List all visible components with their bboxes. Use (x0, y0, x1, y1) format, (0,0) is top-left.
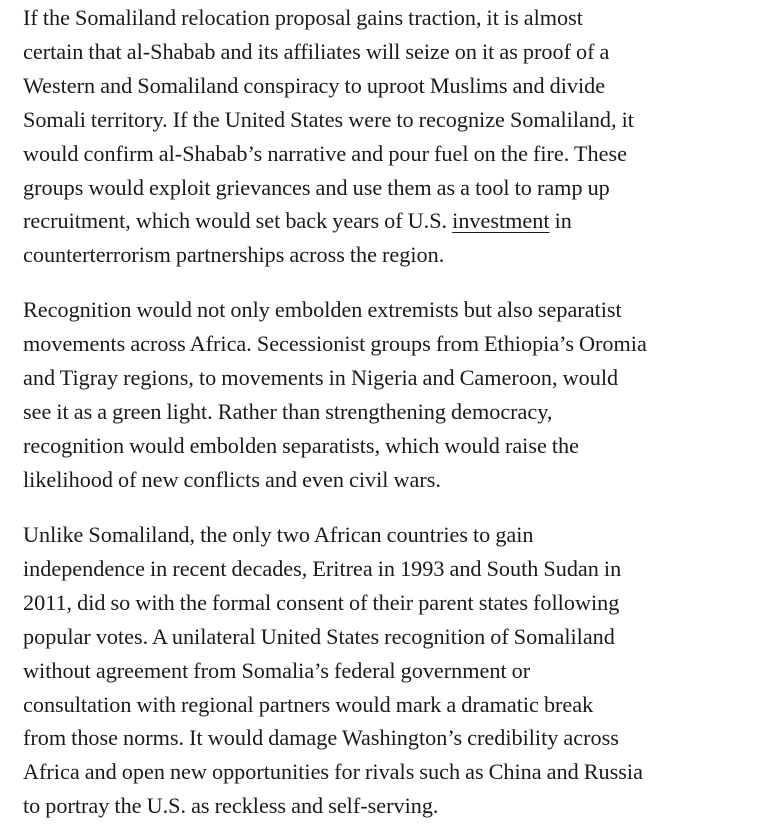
paragraph-line: to portray the U.S. as reckless and self-serving. (23, 793, 439, 819)
paragraph-line: Somali territory. If the United States were to recognize Somaliland, it (23, 106, 634, 132)
paragraph-line-with-link (23, 204, 768, 238)
paragraph-line: without agreement from Somalia’s federal government or (23, 657, 531, 683)
paragraph-line: movements across Africa. Secessionist groups from Ethiopia’s Oromia (23, 330, 647, 356)
paragraph-line: counterterrorism partnerships across the region. (23, 242, 445, 268)
paragraph-line: certain that al-Shabab and its affiliates will seize on it as proof of a (23, 38, 610, 64)
paragraph-line: independence in recent decades, Eritrea in 1993 and South Sudan in (23, 555, 622, 581)
line-text-after-link: in (549, 208, 572, 234)
paragraph-line: Unlike Somaliland, the only two African countries to gain (23, 522, 534, 547)
paragraph-line: 2011, did so with the formal consent of their parent states following (23, 589, 620, 615)
paragraph-line: Recognition would not only embolden extremists but also separatist (23, 297, 622, 322)
paragraph-3 (23, 518, 768, 823)
paragraph-line: and Tigray regions, to movements in Nigeria and Cameroon, would (23, 364, 619, 390)
paragraph-line: groups would exploit grievances and use them as a tool to ramp up (23, 174, 610, 200)
paragraph-line: Western and Somaliland conspiracy to uproot Muslims and divide (23, 72, 606, 98)
paragraph-line: likelihood of new conflicts and even civil wars. (23, 466, 441, 492)
paragraph-line: would confirm al-Shabab’s narrative and pour fuel on the fire. These (23, 140, 627, 166)
line-text-before-link: recruitment, which would set back years of U.S. (23, 208, 453, 234)
paragraph-2 (23, 293, 768, 496)
paragraph-line: If the Somaliland relocation proposal gains traction, it is almost (23, 5, 583, 30)
paragraph-line: recognition would embolden separatists, which would raise the (23, 432, 579, 458)
investment-link[interactable]: investment (452, 208, 550, 234)
paragraph-line: consultation with regional partners would mark a dramatic break (23, 691, 594, 717)
paragraph-line: Africa and open new opportunities for rivals such as China and Russia (23, 759, 643, 785)
paragraph-line: from those norms. It would damage Washington’s credibility across (23, 725, 619, 751)
paragraph-line: popular votes. A unilateral United States recognition of Somaliland (23, 623, 615, 649)
paragraph-1 (23, 1, 768, 272)
paragraph-line: see it as a green light. Rather than strengthening democracy, (23, 398, 553, 424)
